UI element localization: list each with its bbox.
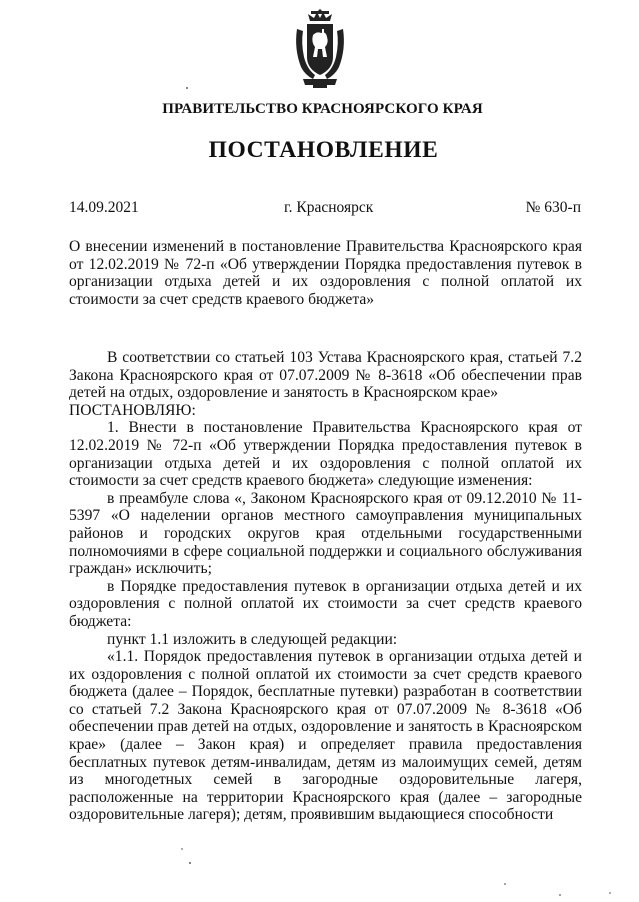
document-city: г. Красноярск [284, 199, 374, 216]
resolve-word: ПОСТАНОВЛЯЮ: [69, 401, 196, 419]
preamble-paragraph: В соответствии со статьей 103 Устава Красноярского края, статьей 7.2 Закона Красноярского края от 07.07.2009 № 8-3618 «Об обеспечении прав детей на отдых, оздоровление и занятость в Красноярском крае» [69, 349, 582, 402]
coat-of-arms-icon [293, 9, 347, 89]
document-type: ПОСТАНОВЛЕНИЕ [208, 137, 439, 163]
clause-1-1-text: «1.1. Порядок предоставления путевок в организации отдыха детей и их оздоровления с полной оплатой их стоимости за счет средств краевого бюджета (далее – Порядок, бесплатные путевки) разработан в соответствии со статьей 7.2 Закона Красноярского края от 07.07.2009 № 8-3618 «Об обеспечении прав детей на отдых, оздоровление и занятость в Красноярском крае» (далее – Закон края) и определяет правила предоставления бесплатных путевок детям-инвалидам, детям из малоимущих семей, детям из многодетных семей в загородные оздоровительные лагеря, расположенные на территории Красноярского края (далее – загородные оздоровительные лагеря); детям, проявившим выдающиеся способности [69, 648, 582, 824]
document-number: № 630-п [525, 199, 581, 216]
preamble-change-paragraph: в преамбуле слова «, Законом Красноярского края от 09.12.2010 № 11-5397 «О наделении органов местного самоуправления муниципальных районов и городских округов края отдельными государственными полномочиями в сфере социальной поддержки и социального обслуживания граждан» исключить; [69, 489, 582, 578]
clause-1-1-intro: пункт 1.1 изложить в следующей редакции: [107, 630, 398, 648]
item-1-paragraph: 1. Внести в постановление Правительства Красноярского края от 12.02.2019 № 72-п «Об утверждении Порядка предоставления путевок в организации отдыха детей и их оздоровления с полной оплатой их стоимости за счет средств краевого бюджета» следующие изменения: [69, 419, 582, 490]
document-title: О внесении изменений в постановление Правительства Красноярского края от 12.02.2019 № 72-п «Об утверждении Порядка предоставления путевок в организации отдыха детей и их оздоровления с полной оплатой их стоимости за счет средств краевого бюджета» [69, 238, 582, 308]
document-date: 14.09.2021 [69, 199, 139, 216]
document-body [69, 349, 582, 824]
procedure-change-paragraph: в Порядке предоставления путевок в организации отдыха детей и их оздоровления с полной оплатой их стоимости за счет средств краевого бюджета: [69, 577, 582, 630]
government-name: ПРАВИТЕЛЬСТВО КРАСНОЯРСКОГО КРАЯ [162, 101, 483, 117]
